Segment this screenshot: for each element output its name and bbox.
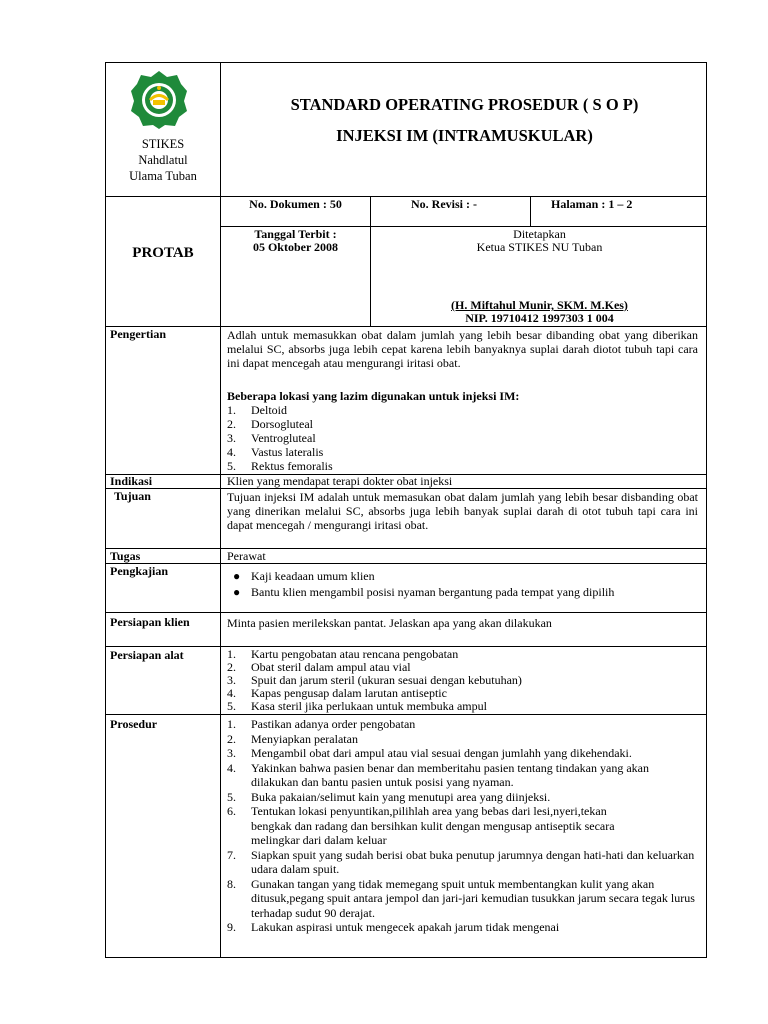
indikasi-text: Klien yang mendapat terapi dokter obat injeksi	[227, 474, 453, 488]
persiapan-alat-list	[227, 648, 697, 713]
persiapan-klien-text: Minta pasien merilekskan pantat. Jelaskan apa yang akan dilakukan	[227, 616, 552, 630]
list-item: 2. Obat steril dalam ampul atau vial	[227, 660, 411, 674]
list-item: 7. Siapkan spuit yang sudah berisi obat buka penutup jarumnya dengan hati-hati dan keluarkan udara dalam spuit.	[227, 847, 695, 876]
issued-label: Tanggal Terbit :	[254, 227, 337, 241]
approved-by: Ketua STIKES NU Tuban	[476, 240, 603, 254]
column-divider	[530, 196, 531, 226]
list-item: 4. Kapas pengusap dalam larutan antiseptic	[227, 686, 447, 700]
approved-label: Ditetapkan	[513, 227, 566, 241]
stikes-nu-logo	[129, 69, 189, 129]
list-item: 5. Kasa steril jika perlukaan untuk membuka ampul	[227, 699, 487, 713]
list-item: 4. Vastus lateralis	[227, 445, 324, 459]
list-item: 8. Gunakan tangan yang tidak memegang spuit untuk membentangkan kulit yang akan ditusuk,pegang spuit antara jempol dan jari-jari kemudian tusukkan jarum secara tegak lurus terhadap sudut 90 derajat.	[227, 876, 695, 920]
row-divider	[106, 548, 706, 549]
list-item: 1. Pastikan adanya order pengobatan	[227, 717, 416, 731]
list-item: 5. Buka pakaian/selimut kain yang menutupi area yang diinjeksi.	[227, 789, 551, 804]
page-number: Halaman : 1 – 2	[551, 197, 633, 211]
signatory-nip: NIP. 19710412 1997303 1 004	[465, 311, 614, 325]
document-title: STANDARD OPERATING PROSEDUR ( S O P)	[290, 95, 639, 114]
label-tugas: Tugas	[110, 549, 141, 563]
list-item: 4. Yakinkan bahwa pasien benar dan memberitahu pasien tentang tindakan yang akan dilakukan dan bantu pasien untuk posisi yang nyaman.	[227, 760, 649, 789]
pengertian-text: Adlah untuk memasukkan obat dalam jumlah yang lebih besar dibanding obat yang diberikan melalui SC, absorbs juga lebih cepat karena lebih banyaknya suplai darah diotot tubuh tapi cara ini dapat mencegah atau mengurangi iritasi obat.	[227, 328, 698, 370]
column-divider	[370, 196, 371, 226]
list-item: ● Kaji keadaan umum klien	[233, 569, 375, 583]
list-item: 3. Ventrogluteal	[227, 431, 316, 445]
bullet-icon: ●	[233, 585, 241, 599]
row-divider	[106, 563, 706, 564]
label-pengertian: Pengertian	[110, 327, 166, 341]
list-item: 9. Lakukan aspirasi untuk mengecek apakah jarum tidak mengenai	[227, 920, 560, 934]
tujuan-text: Tujuan injeksi IM adalah untuk memasukan obat dalam jumlah yang lebih besar disbanding obat yang dinerikan melalui SC, absorbs juga lebih banyak suplai darah di otot tubuh tapi cara ini dapat mencegah / mengurangi iritasi obat.	[227, 490, 698, 532]
document-number: No. Dokumen : 50	[249, 197, 342, 211]
list-item: 2. Menyiapkan peralatan	[227, 731, 358, 746]
row-divider	[106, 488, 706, 489]
issued-date: 05 Oktober 2008	[252, 240, 339, 254]
lokasi-list	[227, 403, 627, 473]
label-tujuan: Tujuan	[114, 489, 151, 503]
list-item: 5. Rektus femoralis	[227, 459, 333, 473]
list-item: 1. Deltoid	[227, 403, 287, 417]
prosedur-list	[227, 717, 699, 935]
label-persiapan-alat: Persiapan alat	[110, 648, 184, 662]
document-subtitle: INJEKSI IM (INTRAMUSKULAR)	[336, 126, 593, 145]
pengkajian-list	[227, 568, 697, 600]
list-item: 2. Dorsogluteal	[227, 417, 313, 431]
row-divider	[106, 612, 706, 613]
label-persiapan-klien: Persiapan klien	[110, 615, 190, 629]
bullet-icon: ●	[233, 569, 241, 583]
label-prosedur: Prosedur	[110, 717, 158, 731]
row-divider	[106, 714, 706, 715]
protab-label: PROTAB	[132, 245, 194, 261]
pengertian-subheading: Beberapa lokasi yang lazim digunakan untuk injeksi IM:	[227, 389, 520, 403]
list-item: ● Bantu klien mengambil posisi nyaman bergantung pada tempat yang dipilih	[233, 585, 615, 599]
revision-number: No. Revisi : -	[411, 197, 477, 211]
signatory-name: (H. Miftahul Munir, SKM. M.Kes)	[451, 298, 628, 312]
list-item: 6. Tentukan lokasi penyuntikan,pilihlah area yang bebas dari lesi,nyeri,tekan bengkak dan radang dan bersihkan kulit dengan mengusap antiseptik secara melingkar dari dalam keluar	[227, 804, 615, 847]
list-item: 3. Mengambil obat dari ampul atau vial sesuai dengan jumlahh yang dikehendaki.	[227, 746, 632, 760]
sop-table	[105, 62, 707, 958]
list-item: 3. Spuit dan jarum steril (ukuran sesuai dengan kebutuhan)	[227, 673, 522, 687]
label-pengkajian: Pengkajian	[110, 564, 169, 578]
list-item: 1. Kartu pengobatan atau rencana pengobatan	[227, 647, 459, 661]
institution-name: STIKES Nahdlatul Ulama Tuban	[129, 137, 197, 183]
label-indikasi: Indikasi	[110, 474, 153, 488]
tugas-text: Perawat	[227, 549, 266, 563]
row-divider	[106, 326, 706, 327]
